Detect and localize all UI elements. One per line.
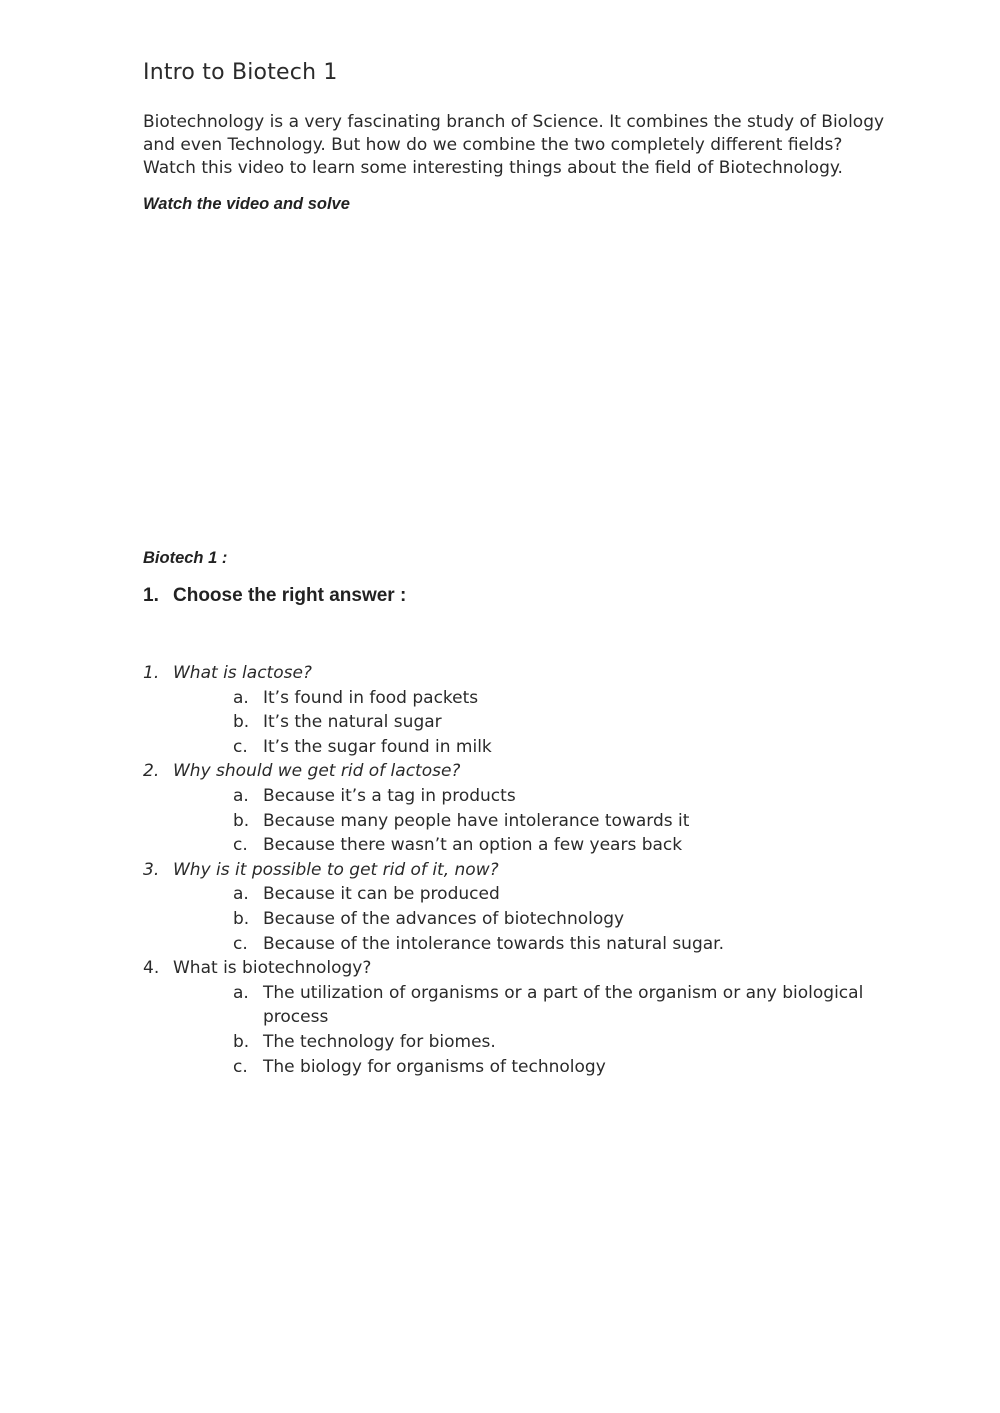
option-text: The technology for biomes. bbox=[263, 1031, 496, 1052]
answer-option[interactable] bbox=[143, 981, 903, 1030]
question-item bbox=[143, 858, 903, 956]
answer-option[interactable] bbox=[143, 907, 903, 932]
question-line bbox=[143, 956, 903, 981]
watch-label: Watch the video and solve bbox=[143, 195, 350, 213]
answer-option[interactable] bbox=[143, 735, 903, 760]
question-text: What is biotechnology? bbox=[173, 958, 372, 979]
question-text: Why is it possible to get rid of it, now? bbox=[173, 859, 499, 880]
question-line bbox=[143, 661, 903, 686]
option-text: Because it can be produced bbox=[263, 884, 500, 905]
answer-option[interactable] bbox=[143, 882, 903, 907]
option-text: Because many people have intolerance towards it bbox=[263, 810, 690, 831]
answer-option[interactable] bbox=[143, 932, 903, 957]
answer-option[interactable] bbox=[143, 784, 903, 809]
video-embed-area bbox=[143, 230, 883, 530]
question-item bbox=[143, 956, 903, 1079]
option-text: Because of the advances of biotechnology bbox=[263, 908, 625, 929]
option-text: It’s the natural sugar bbox=[263, 712, 442, 733]
option-letter: a. bbox=[233, 785, 249, 806]
option-letter: a. bbox=[233, 687, 249, 708]
intro-line: and even Technology. But how do we combine the two completely different fields? bbox=[143, 135, 843, 155]
page-title: Intro to Biotech 1 bbox=[143, 60, 338, 85]
option-text: Because it’s a tag in products bbox=[263, 785, 516, 806]
question-number: 4. bbox=[143, 958, 160, 979]
intro-line: Biotechnology is a very fascinating branch of Science. It combines the study of Biology bbox=[143, 112, 885, 132]
option-text: The biology for organisms of technology bbox=[263, 1056, 606, 1077]
question-item bbox=[143, 661, 903, 759]
option-letter: a. bbox=[233, 884, 249, 905]
option-letter: b. bbox=[233, 712, 250, 733]
option-letter: c. bbox=[233, 1056, 248, 1077]
option-letter: c. bbox=[233, 835, 248, 856]
answer-option[interactable] bbox=[143, 809, 903, 834]
option-letter: a. bbox=[233, 982, 249, 1003]
option-letter: b. bbox=[233, 810, 250, 831]
instruction-heading bbox=[143, 585, 406, 607]
question-text: What is lactose? bbox=[173, 663, 312, 683]
question-number: 3. bbox=[143, 859, 160, 880]
question-number: 1. bbox=[143, 663, 160, 683]
question-line bbox=[143, 858, 903, 883]
instruction-text: Choose the right answer : bbox=[173, 585, 407, 606]
question-line bbox=[143, 759, 903, 784]
option-letter: b. bbox=[233, 908, 250, 929]
option-letter: c. bbox=[233, 736, 248, 757]
intro-line: Watch this video to learn some interesting things about the field of Biotechnology. bbox=[143, 158, 843, 178]
answer-option[interactable] bbox=[143, 1030, 903, 1055]
option-letter: b. bbox=[233, 1031, 250, 1052]
instruction-number: 1. bbox=[143, 585, 159, 606]
question-list bbox=[143, 661, 903, 1079]
intro-paragraph bbox=[143, 111, 903, 180]
option-letter: c. bbox=[233, 933, 248, 954]
answer-option[interactable] bbox=[143, 833, 903, 858]
option-text: It’s found in food packets bbox=[263, 687, 479, 708]
question-text: Why should we get rid of lactose? bbox=[173, 761, 461, 782]
option-text: Because there wasn’t an option a few years back bbox=[263, 835, 683, 856]
option-text: It’s the sugar found in milk bbox=[263, 736, 492, 757]
section-label: Biotech 1 : bbox=[143, 549, 228, 567]
option-text: Because of the intolerance towards this natural sugar. bbox=[263, 933, 725, 954]
option-text: The utilization of organisms or a part of the organism or any biological process bbox=[263, 982, 864, 1028]
answer-option[interactable] bbox=[143, 686, 903, 711]
question-number: 2. bbox=[143, 761, 160, 782]
answer-option[interactable] bbox=[143, 1055, 903, 1080]
answer-option[interactable] bbox=[143, 710, 903, 735]
question-item bbox=[143, 759, 903, 857]
